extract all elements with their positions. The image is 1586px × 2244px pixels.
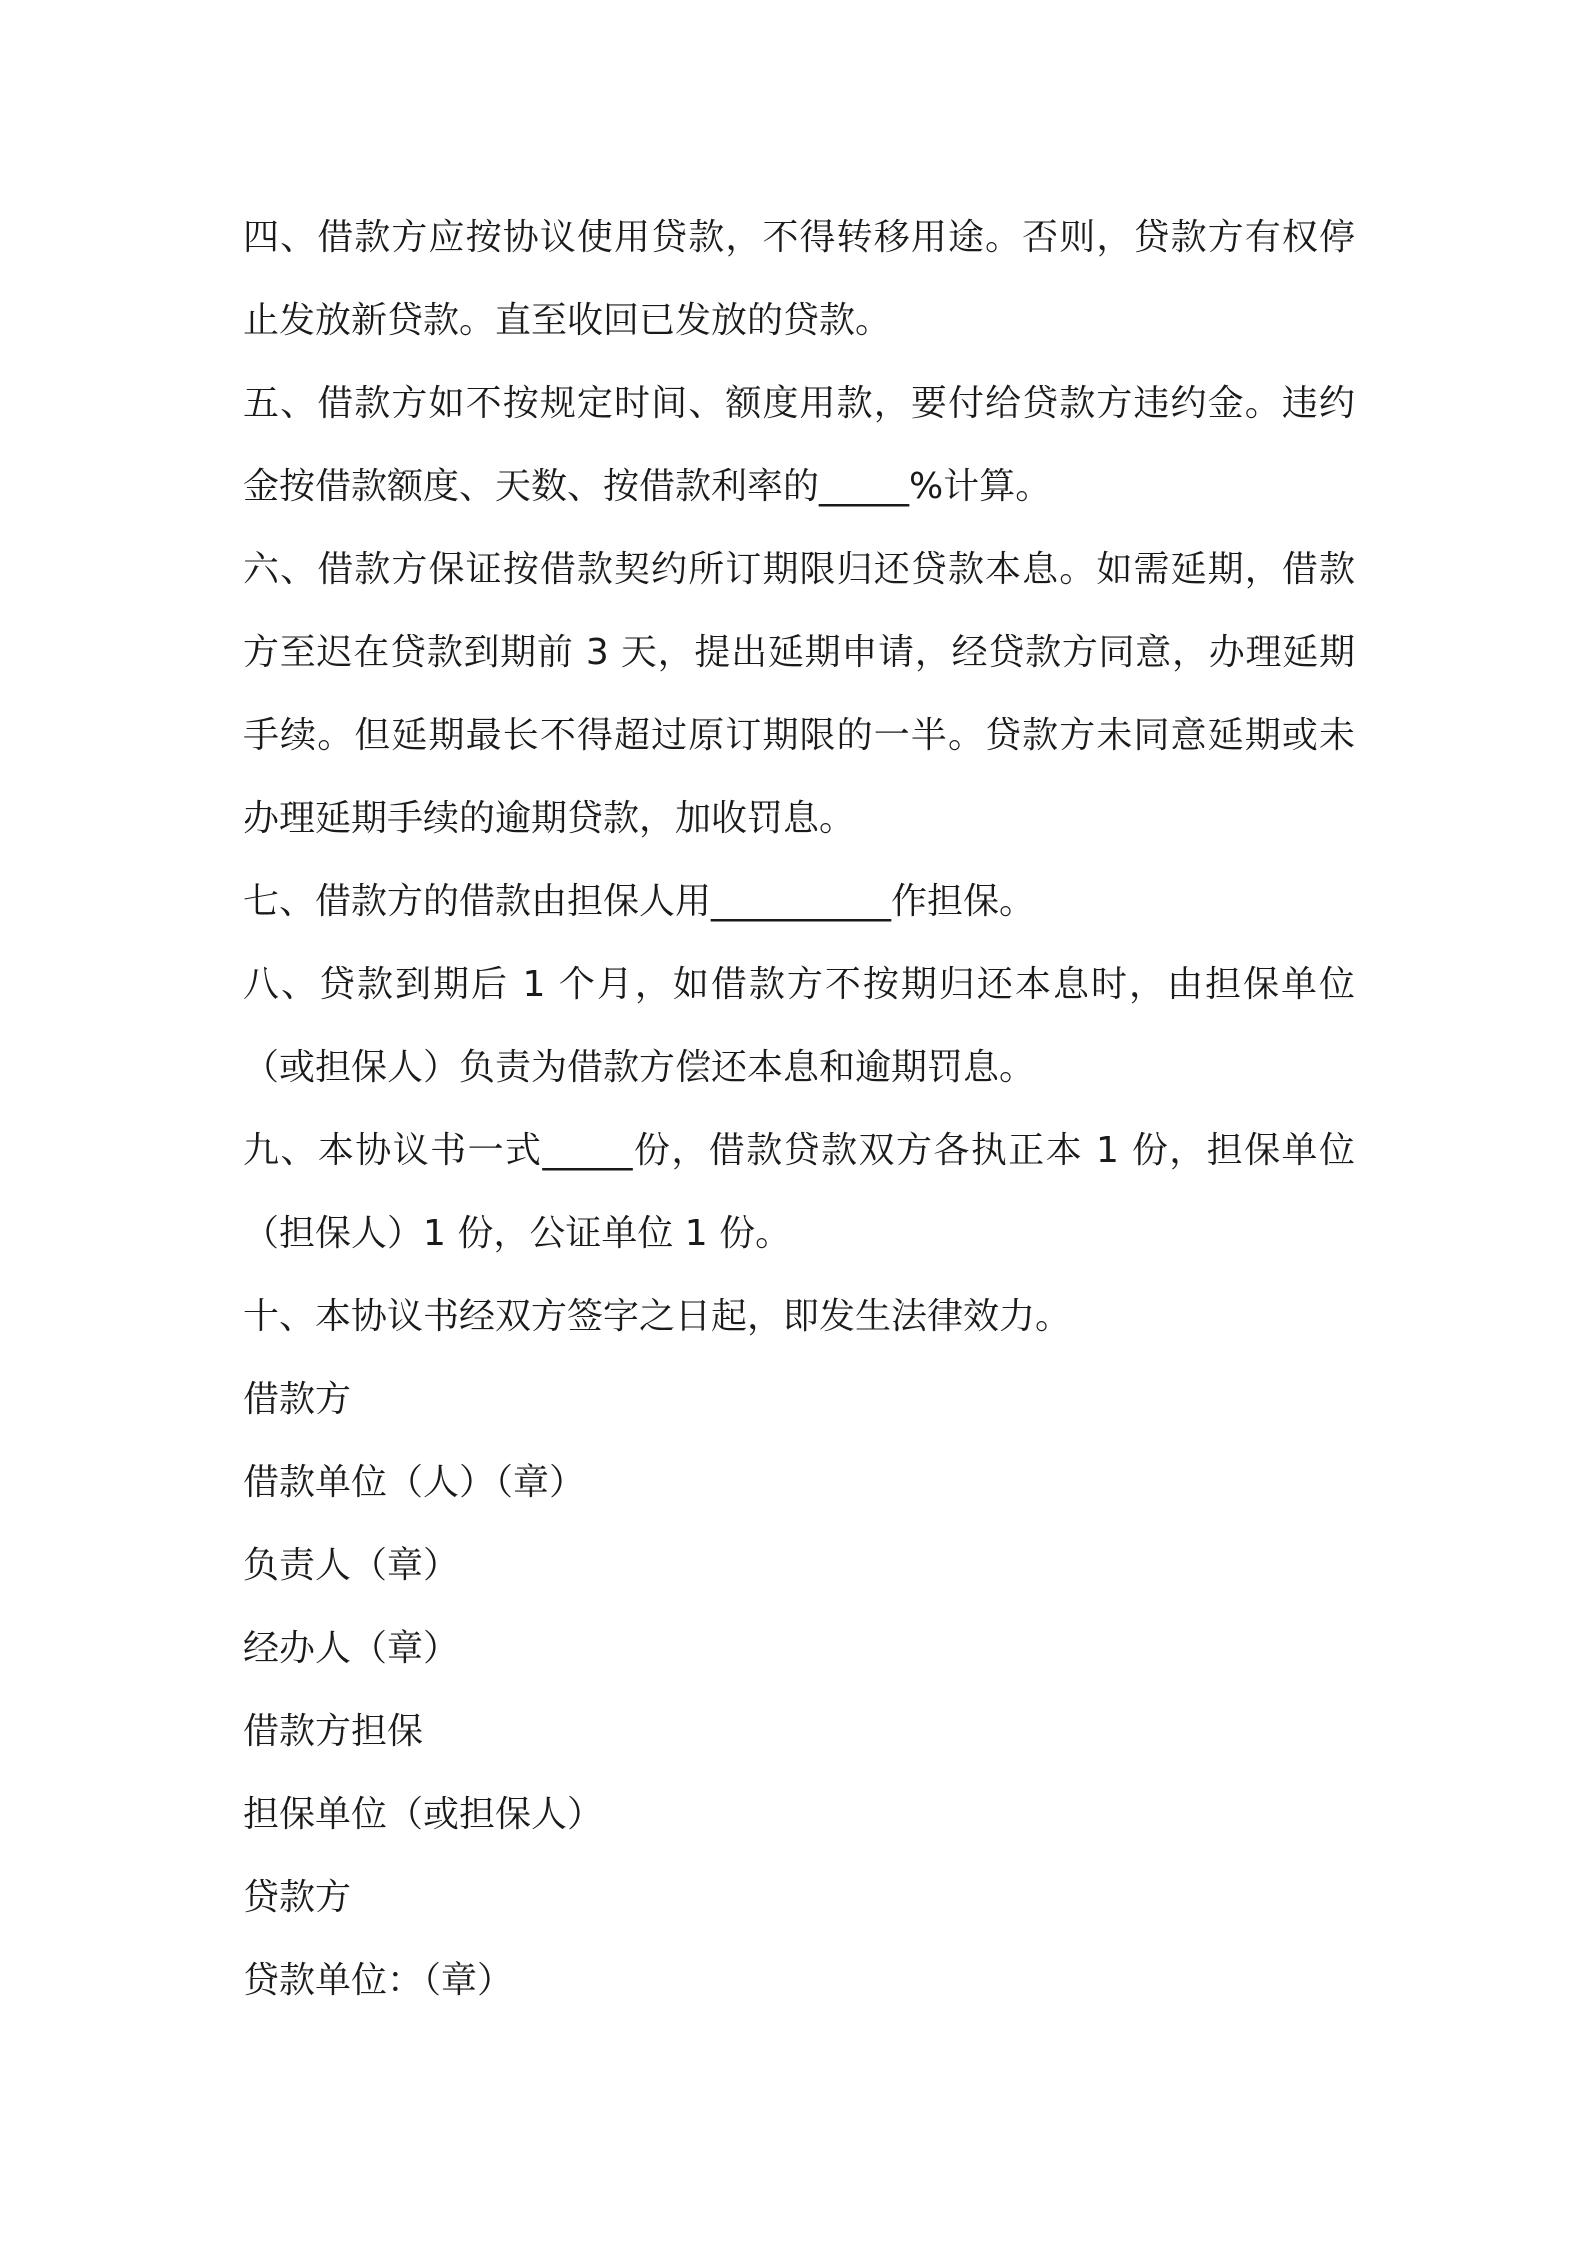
borrower-heading: 借款方 bbox=[243, 1379, 352, 1420]
document-body bbox=[243, 196, 1355, 2022]
handler-stamp-line: 经办人（章） bbox=[243, 1628, 460, 1669]
guarantor-heading: 借款方担保 bbox=[243, 1711, 424, 1752]
lender-heading: 贷款方 bbox=[243, 1877, 352, 1918]
clause-6: 六、借款方保证按借款契约所订期限归还贷款本息。如需延期，借款方至迟在贷款到期前 3 天，提出延期申请，经贷款方同意，办理延期手续。但延期最长不得超过原订期限的一半。贷款方未同意延期或未办理延期手续的逾期贷款，加收罚息。 bbox=[243, 549, 1355, 839]
clause-5: 五、借款方如不按规定时间、额度用款，要付给贷款方违约金。违约金按借款额度、天数、按借款利率的_____%计算。 bbox=[243, 383, 1355, 507]
clause-10: 十、本协议书经双方签字之日起，即发生法律效力。 bbox=[243, 1296, 1072, 1337]
lender-unit-stamp-line: 贷款单位：（章） bbox=[243, 1960, 514, 2001]
borrower-unit-stamp-line: 借款单位（人）（章） bbox=[243, 1462, 586, 1503]
person-in-charge-stamp-line: 负责人（章） bbox=[243, 1545, 460, 1586]
clause-8: 八、贷款到期后 1 个月，如借款方不按期归还本息时，由担保单位（或担保人）负责为借款方偿还本息和逾期罚息。 bbox=[243, 964, 1355, 1088]
clause-4: 四、借款方应按协议使用贷款，不得转移用途。否则，贷款方有权停止发放新贷款。直至收回已发放的贷款。 bbox=[243, 217, 1355, 341]
clause-7: 七、借款方的借款由担保人用__________作担保。 bbox=[243, 881, 1036, 922]
clause-9: 九、本协议书一式_____份，借款贷款双方各执正本 1 份，担保单位（担保人）1 份，公证单位 1 份。 bbox=[243, 1130, 1355, 1254]
signature-block bbox=[243, 1358, 1355, 2022]
guarantor-unit-line: 担保单位（或担保人） bbox=[243, 1794, 604, 1835]
